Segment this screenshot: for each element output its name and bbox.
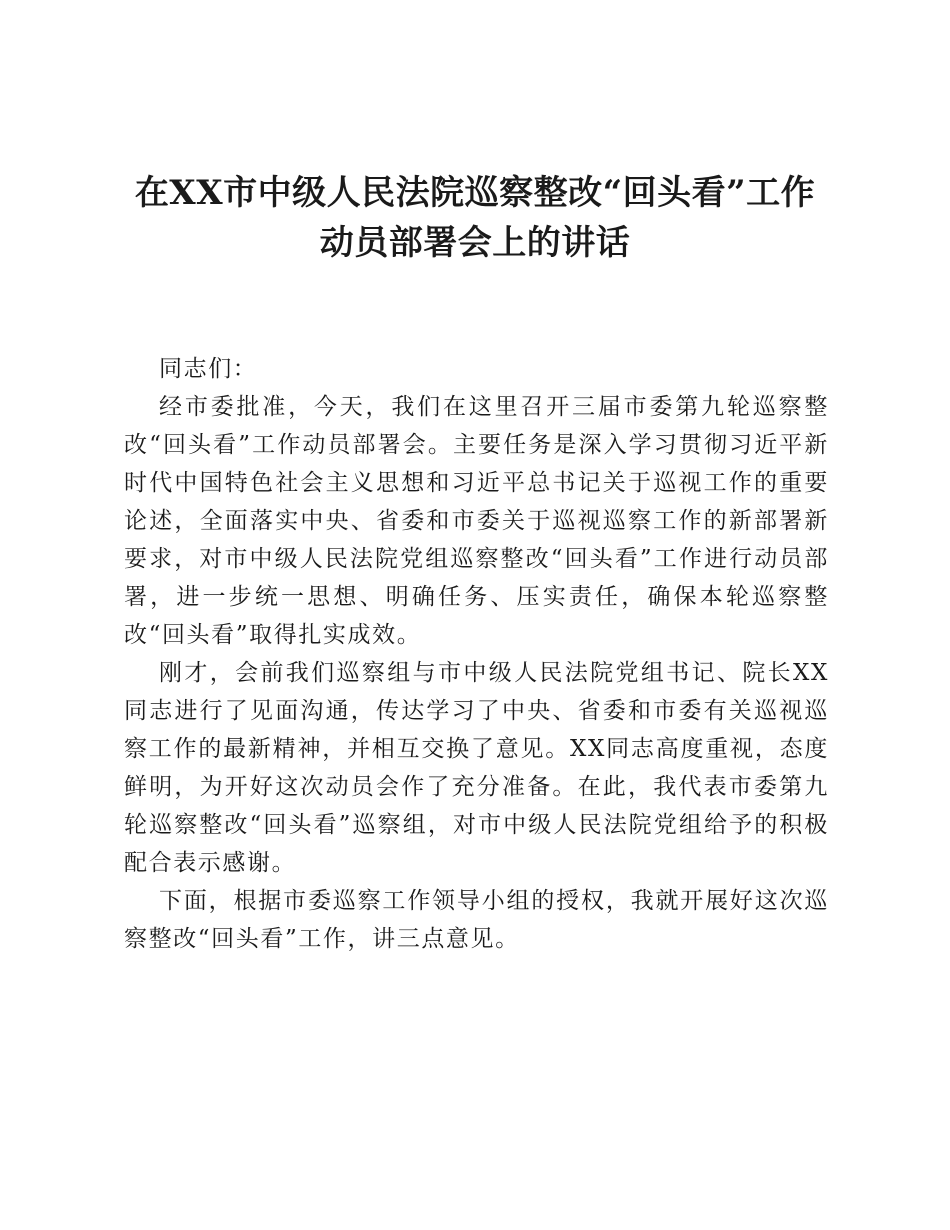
document-body [124, 350, 829, 958]
paragraph: 下面，根据市委巡察工作领导小组的授权，我就开展好这次巡察整改“回头看”工作，讲三点意见。 [124, 888, 829, 952]
salutation: 同志们： [159, 356, 258, 382]
paragraph: 经市委批准，今天，我们在这里召开三届市委第九轮巡察整改“回头看”工作动员部署会。主要任务是深入学习贯彻习近平新时代中国特色社会主义思想和习近平总书记关于巡视工作的重要论述，全面落实中央、省委和市委关于巡视巡察工作的新部署新要求，对市中级人民法院党组巡察整改“回头看”工作进行动员部署，进一步统一思想、明确任务、压实责任，确保本轮巡察整改“回头看”取得扎实成效。 [124, 394, 829, 648]
title-line-2: 动员部署会上的讲话 [319, 223, 631, 263]
document-title [100, 168, 850, 268]
paragraph: 刚才，会前我们巡察组与市中级人民法院党组书记、院长XX同志进行了见面沟通，传达学习了中央、省委和市委有关巡视巡察工作的最新精神，并相互交换了意见。XX同志高度重视，态度鲜明，为开好这次动员会作了充分准备。在此，我代表市委第九轮巡察整改“回头看”巡察组，对市中级人民法院党组给予的积极配合表示感谢。 [124, 660, 829, 876]
title-line-1: 在XX市中级人民法院巡察整改“回头看”工作 [134, 173, 816, 213]
